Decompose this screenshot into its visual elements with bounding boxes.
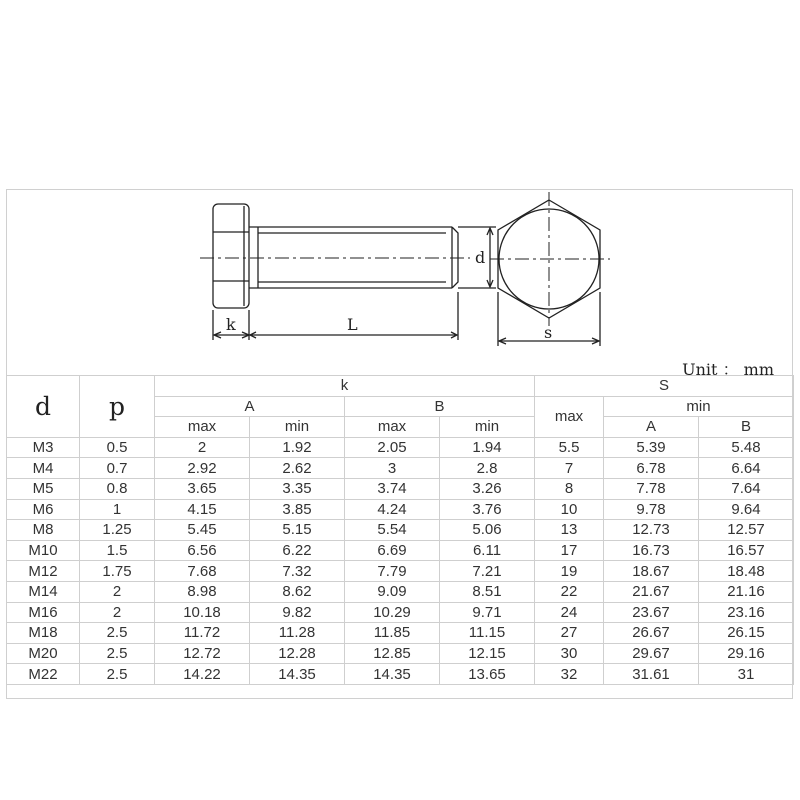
cell-s-max: 17 bbox=[535, 540, 604, 561]
cell-k-b-max: 10.29 bbox=[345, 602, 440, 623]
header-k-grade-b: B bbox=[345, 396, 535, 417]
header-k-grade-a: A bbox=[155, 396, 345, 417]
cell-k-a-min: 3.35 bbox=[250, 478, 345, 499]
cell-s-min-a: 29.67 bbox=[604, 643, 699, 664]
cell-k-a-max: 7.68 bbox=[155, 561, 250, 582]
cell-d: M6 bbox=[7, 499, 80, 520]
header-d: d bbox=[7, 376, 80, 438]
bolt-head-side-view bbox=[213, 204, 249, 308]
table-row bbox=[7, 499, 794, 520]
cell-k-a-max: 10.18 bbox=[155, 602, 250, 623]
cell-k-a-max: 12.72 bbox=[155, 643, 250, 664]
unit-label: Unit ： mm bbox=[682, 360, 774, 379]
cell-s-min-a: 7.78 bbox=[604, 478, 699, 499]
cell-s-min-b: 7.64 bbox=[699, 478, 794, 499]
cell-p: 0.5 bbox=[80, 437, 155, 458]
label-k: k bbox=[226, 315, 236, 334]
cell-s-min-a: 23.67 bbox=[604, 602, 699, 623]
cell-d: M16 bbox=[7, 602, 80, 623]
cell-k-a-min: 7.32 bbox=[250, 561, 345, 582]
cell-d: M5 bbox=[7, 478, 80, 499]
cell-s-min-b: 31 bbox=[699, 664, 794, 685]
cell-k-b-max: 5.54 bbox=[345, 520, 440, 541]
cell-s-min-b: 9.64 bbox=[699, 499, 794, 520]
cell-k-b-max: 3.74 bbox=[345, 478, 440, 499]
label-s: s bbox=[544, 323, 553, 342]
cell-s-min-a: 18.67 bbox=[604, 561, 699, 582]
cell-d: M8 bbox=[7, 520, 80, 541]
cell-k-b-min: 1.94 bbox=[440, 437, 535, 458]
cell-k-b-min: 7.21 bbox=[440, 561, 535, 582]
cell-p: 2.5 bbox=[80, 623, 155, 644]
header-s-min-b: B bbox=[699, 417, 794, 438]
cell-s-min-b: 16.57 bbox=[699, 540, 794, 561]
header-k-b-max: max bbox=[345, 417, 440, 438]
cell-d: M10 bbox=[7, 540, 80, 561]
cell-k-a-min: 12.28 bbox=[250, 643, 345, 664]
cell-p: 1 bbox=[80, 499, 155, 520]
cell-k-a-min: 14.35 bbox=[250, 664, 345, 685]
cell-k-b-min: 5.06 bbox=[440, 520, 535, 541]
cell-k-a-min: 1.92 bbox=[250, 437, 345, 458]
cell-s-max: 8 bbox=[535, 478, 604, 499]
cell-k-a-min: 11.28 bbox=[250, 623, 345, 644]
cell-p: 0.7 bbox=[80, 458, 155, 479]
cell-k-b-max: 14.35 bbox=[345, 664, 440, 685]
cell-k-a-min: 6.22 bbox=[250, 540, 345, 561]
cell-s-max: 32 bbox=[535, 664, 604, 685]
cell-k-b-max: 4.24 bbox=[345, 499, 440, 520]
header-k: k bbox=[155, 376, 535, 397]
cell-s-min-b: 23.16 bbox=[699, 602, 794, 623]
cell-k-b-max: 7.79 bbox=[345, 561, 440, 582]
bolt-spec-table bbox=[6, 375, 794, 685]
cell-p: 0.8 bbox=[80, 478, 155, 499]
cell-k-b-min: 6.11 bbox=[440, 540, 535, 561]
header-k-a-min: min bbox=[250, 417, 345, 438]
cell-k-b-min: 11.15 bbox=[440, 623, 535, 644]
cell-k-a-max: 6.56 bbox=[155, 540, 250, 561]
cell-k-b-max: 2.05 bbox=[345, 437, 440, 458]
header-s: S bbox=[535, 376, 794, 397]
cell-s-min-a: 12.73 bbox=[604, 520, 699, 541]
cell-s-min-b: 21.16 bbox=[699, 581, 794, 602]
table-row bbox=[7, 540, 794, 561]
cell-s-min-a: 16.73 bbox=[604, 540, 699, 561]
cell-d: M20 bbox=[7, 643, 80, 664]
cell-k-a-max: 5.45 bbox=[155, 520, 250, 541]
cell-s-min-a: 5.39 bbox=[604, 437, 699, 458]
table-row bbox=[7, 602, 794, 623]
cell-s-min-b: 18.48 bbox=[699, 561, 794, 582]
cell-p: 2.5 bbox=[80, 643, 155, 664]
cell-k-a-max: 11.72 bbox=[155, 623, 250, 644]
cell-k-b-min: 2.8 bbox=[440, 458, 535, 479]
header-s-min: min bbox=[604, 396, 794, 417]
cell-k-b-min: 8.51 bbox=[440, 581, 535, 602]
cell-s-min-b: 12.57 bbox=[699, 520, 794, 541]
cell-p: 1.5 bbox=[80, 540, 155, 561]
cell-d: M14 bbox=[7, 581, 80, 602]
cell-k-b-max: 11.85 bbox=[345, 623, 440, 644]
cell-p: 2.5 bbox=[80, 664, 155, 685]
cell-s-max: 30 bbox=[535, 643, 604, 664]
header-p: p bbox=[80, 376, 155, 438]
cell-p: 2 bbox=[80, 581, 155, 602]
cell-s-max: 24 bbox=[535, 602, 604, 623]
table-row bbox=[7, 623, 794, 644]
cell-d: M4 bbox=[7, 458, 80, 479]
cell-s-max: 10 bbox=[535, 499, 604, 520]
cell-k-b-min: 3.26 bbox=[440, 478, 535, 499]
cell-p: 2 bbox=[80, 602, 155, 623]
cell-k-b-max: 12.85 bbox=[345, 643, 440, 664]
cell-s-max: 13 bbox=[535, 520, 604, 541]
table-row bbox=[7, 520, 794, 541]
cell-k-a-max: 2 bbox=[155, 437, 250, 458]
hex-head-end-view bbox=[490, 192, 610, 326]
cell-k-b-max: 9.09 bbox=[345, 581, 440, 602]
cell-p: 1.75 bbox=[80, 561, 155, 582]
cell-k-a-max: 4.15 bbox=[155, 499, 250, 520]
cell-k-a-min: 3.85 bbox=[250, 499, 345, 520]
cell-k-a-max: 2.92 bbox=[155, 458, 250, 479]
dimension-k-l bbox=[213, 292, 458, 340]
cell-s-max: 22 bbox=[535, 581, 604, 602]
cell-s-min-a: 26.67 bbox=[604, 623, 699, 644]
cell-k-a-min: 9.82 bbox=[250, 602, 345, 623]
label-d: d bbox=[475, 248, 486, 267]
cell-s-min-b: 6.64 bbox=[699, 458, 794, 479]
cell-s-max: 7 bbox=[535, 458, 604, 479]
header-s-max: max bbox=[535, 396, 604, 437]
cell-d: M18 bbox=[7, 623, 80, 644]
cell-s-min-b: 29.16 bbox=[699, 643, 794, 664]
table-row bbox=[7, 643, 794, 664]
cell-k-a-max: 8.98 bbox=[155, 581, 250, 602]
table-row bbox=[7, 561, 794, 582]
spec-table-body bbox=[7, 437, 794, 684]
cell-s-min-b: 5.48 bbox=[699, 437, 794, 458]
cell-s-max: 19 bbox=[535, 561, 604, 582]
cell-k-a-max: 3.65 bbox=[155, 478, 250, 499]
cell-d: M12 bbox=[7, 561, 80, 582]
cell-s-max: 5.5 bbox=[535, 437, 604, 458]
cell-s-max: 27 bbox=[535, 623, 604, 644]
cell-d: M22 bbox=[7, 664, 80, 685]
bolt-drawing bbox=[0, 0, 800, 360]
cell-k-b-max: 3 bbox=[345, 458, 440, 479]
table-row bbox=[7, 478, 794, 499]
header-k-a-max: max bbox=[155, 417, 250, 438]
cell-s-min-a: 21.67 bbox=[604, 581, 699, 602]
cell-k-b-min: 12.15 bbox=[440, 643, 535, 664]
table-row bbox=[7, 437, 794, 458]
cell-k-a-min: 2.62 bbox=[250, 458, 345, 479]
cell-s-min-a: 31.61 bbox=[604, 664, 699, 685]
table-row bbox=[7, 581, 794, 602]
cell-k-a-max: 14.22 bbox=[155, 664, 250, 685]
header-k-b-min: min bbox=[440, 417, 535, 438]
cell-s-min-b: 26.15 bbox=[699, 623, 794, 644]
cell-k-b-min: 9.71 bbox=[440, 602, 535, 623]
cell-p: 1.25 bbox=[80, 520, 155, 541]
cell-k-a-min: 8.62 bbox=[250, 581, 345, 602]
cell-k-b-max: 6.69 bbox=[345, 540, 440, 561]
label-L: L bbox=[347, 315, 358, 334]
cell-k-b-min: 3.76 bbox=[440, 499, 535, 520]
cell-d: M3 bbox=[7, 437, 80, 458]
table-row bbox=[7, 458, 794, 479]
cell-k-b-min: 13.65 bbox=[440, 664, 535, 685]
table-row bbox=[7, 664, 794, 685]
cell-s-min-a: 6.78 bbox=[604, 458, 699, 479]
header-s-min-a: A bbox=[604, 417, 699, 438]
cell-k-a-min: 5.15 bbox=[250, 520, 345, 541]
cell-s-min-a: 9.78 bbox=[604, 499, 699, 520]
